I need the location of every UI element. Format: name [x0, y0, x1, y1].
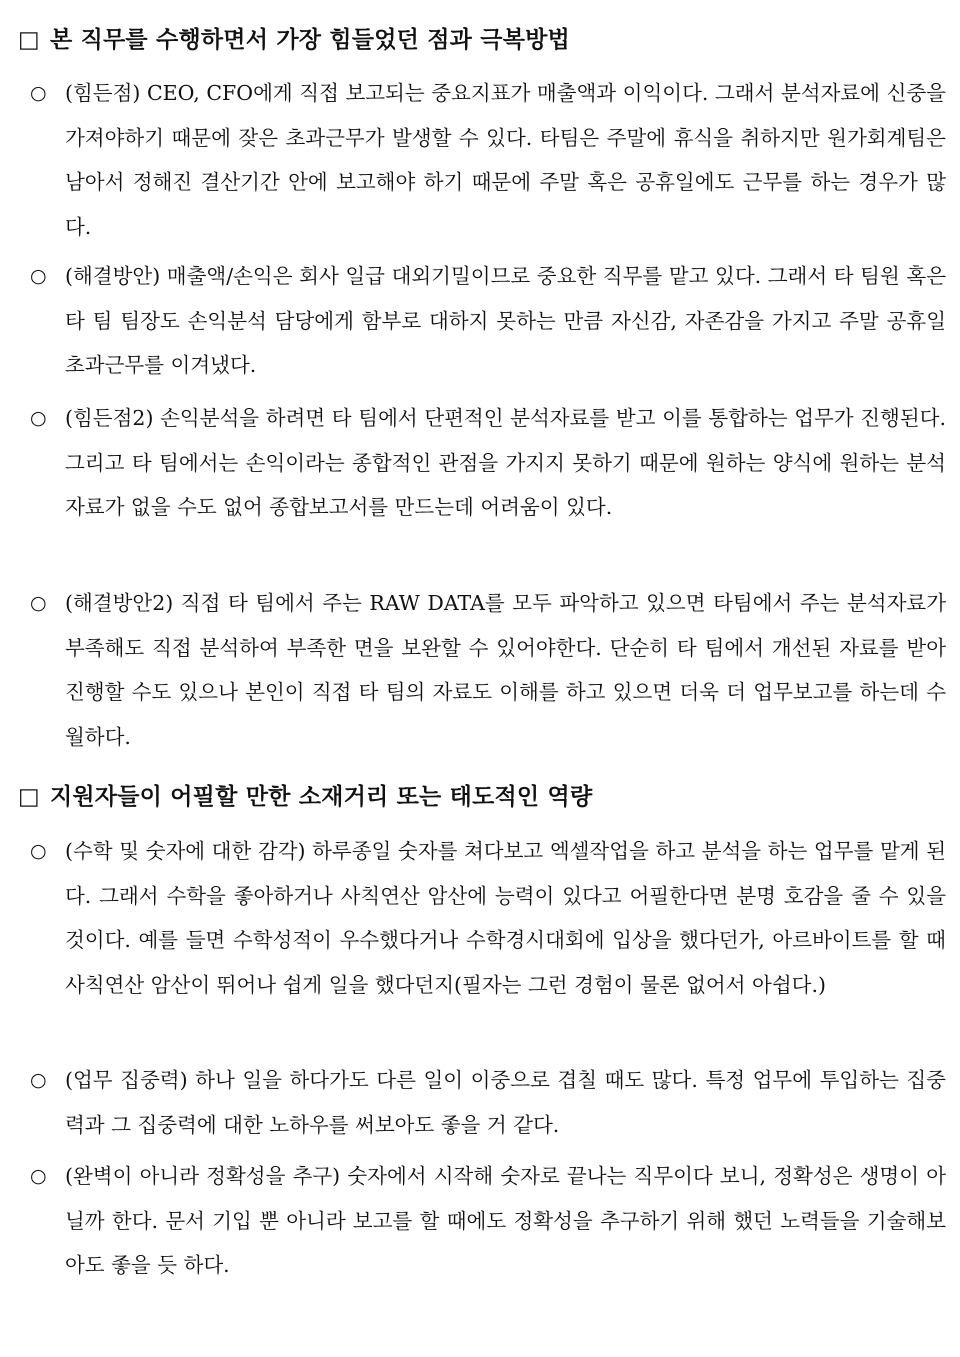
list-item-text: (힘든점) CEO, CFO에게 직접 보고되는 중요지표가 매출액과 이익이다. 그래서 분석자료에 신중을 가져야하기 때문에 잦은 초과근무가 발생할 수 있다. 타팀은 주말에 휴식을 취하지만 원가회계팀은 남아서 정해진 결산기간 안에 보고해야 하기 때문에 주말 혹은 공휴일에도 근무를 하는 경우가 많다. — [65, 81, 946, 239]
section-title: 지원자들이 어필할 만한 소재거리 또는 태도적인 역량 — [49, 784, 593, 810]
circle-bullet-icon: ○ — [30, 1069, 47, 1091]
circle-bullet-icon: ○ — [30, 82, 47, 104]
list-item — [30, 1058, 946, 1147]
circle-bullet-icon: ○ — [30, 407, 47, 429]
list-item-text: (완벽이 아니라 정확성을 추구) 숫자에서 시작해 숫자로 끝나는 직무이다 보니, 정확성은 생명이 아닐까 한다. 문서 기입 뿐 아니라 보고를 할 때에도 정확성을 추구하기 위해 했던 노력들을 기술해보아도 좋을 듯 하다. — [65, 1164, 946, 1277]
circle-bullet-icon: ○ — [30, 1165, 47, 1187]
circle-bullet-icon: ○ — [30, 592, 47, 614]
list-item — [30, 396, 946, 530]
list-item-text: (업무 집중력) 하나 일을 하다가도 다른 일이 이중으로 겹칠 때도 많다. 특정 업무에 투입하는 집중력과 그 집중력에 대한 노하우를 써보아도 좋을 거 같다. — [65, 1068, 946, 1137]
list-item-text: (해결방안2) 직접 타 팀에서 주는 RAW DATA를 모두 파악하고 있으면 타팀에서 주는 분석자료가 부족해도 직접 분석하여 부족한 면을 보완할 수 있어야한다. 단순히 타 팀에서 개선된 자료를 받아 진행할 수도 있으나 본인이 직접 타 팀의 자료도 이해를 하고 있으면 더욱 더 업무보고를 하는데 수월하다. — [65, 591, 946, 749]
list-item — [30, 1154, 946, 1288]
section-heading-difficulties — [18, 25, 570, 55]
list-item-text: (해결방안) 매출액/손익은 회사 일급 대외기밀이므로 중요한 직무를 맡고 있다. 그래서 타 팀원 혹은 타 팀 팀장도 손익분석 담당에게 함부로 대하지 못하는 만큼 자신감, 자존감을 가지고 주말 공휴일 초과근무를 이겨냈다. — [65, 264, 946, 377]
list-item — [30, 71, 946, 249]
section-title: 본 직무를 수행하면서 가장 힘들었던 점과 극복방법 — [49, 27, 570, 53]
checkbox-square-icon: □ — [18, 784, 40, 810]
list-item — [30, 254, 946, 388]
section-heading-appeal-points — [18, 782, 592, 812]
list-item-text: (힘든점2) 손익분석을 하려면 타 팀에서 단편적인 분석자료를 받고 이를 통합하는 업무가 진행된다. 그리고 타 팀에서는 손익이라는 종합적인 관점을 가지지 못하기 때문에 원하는 양식에 원하는 분석자료가 없을 수도 없어 종합보고서를 만드는데 어려움이 있다. — [65, 406, 946, 519]
circle-bullet-icon: ○ — [30, 265, 47, 287]
list-item — [30, 581, 946, 759]
list-item — [30, 829, 946, 1007]
circle-bullet-icon: ○ — [30, 840, 47, 862]
list-item-text: (수학 및 숫자에 대한 감각) 하루종일 숫자를 쳐다보고 엑셀작업을 하고 분석을 하는 업무를 맡게 된다. 그래서 수학을 좋아하거나 사칙연산 암산에 능력이 있다고 어필한다면 분명 호감을 줄 수 있을 것이다. 예를 들면 수학성적이 우수했다거나 수학경시대회에 입상을 했다던가, 아르바이트를 할 때 사칙연산 암산이 뛰어나 쉽게 일을 했다던지(필자는 그런 경험이 물론 없어서 아쉽다.) — [65, 839, 946, 997]
checkbox-square-icon: □ — [18, 27, 40, 53]
